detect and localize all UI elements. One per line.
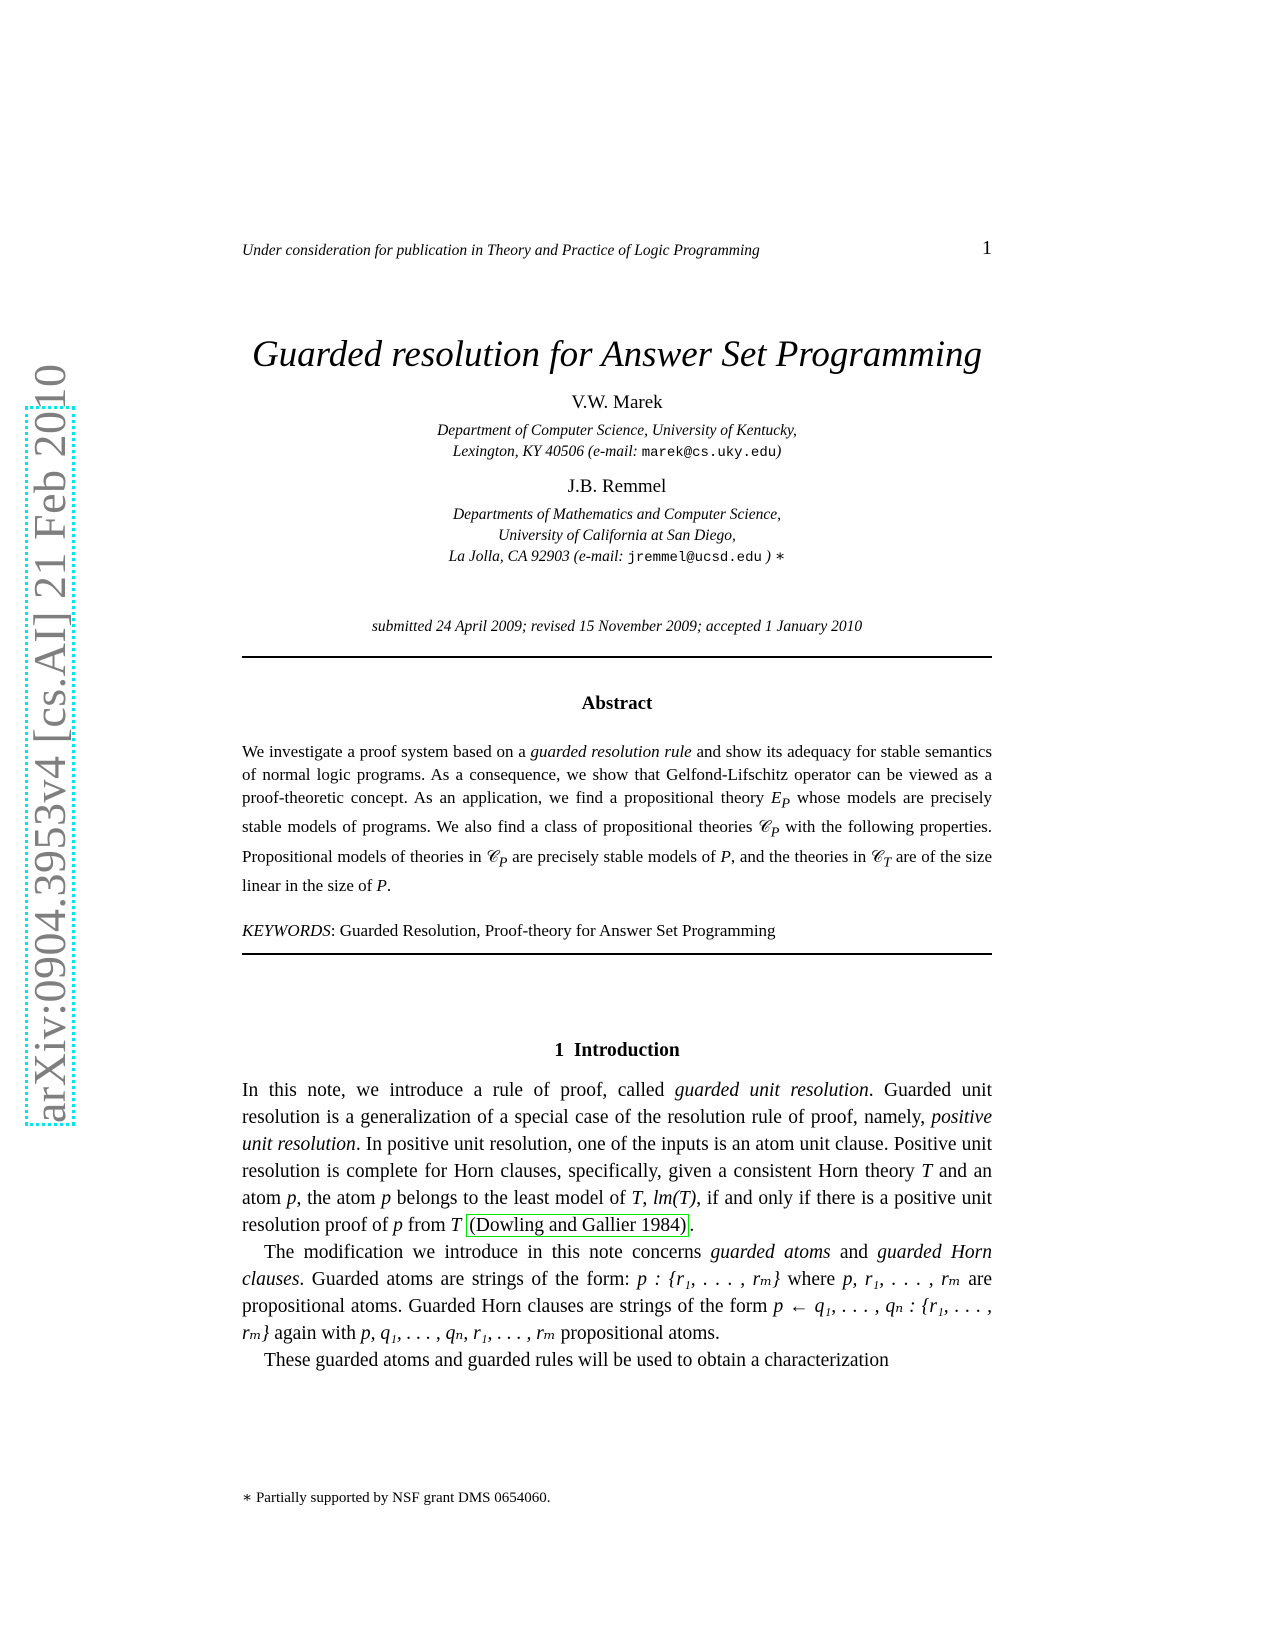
math-EP-base: E [770,788,782,807]
page-number: 1 [982,237,992,259]
math-T-1: T [921,1161,933,1182]
math-T-3: T [450,1215,462,1236]
abstract-top-rule [242,656,992,658]
math-p-3: p [393,1215,403,1236]
affil-1-line-2-end: ) [776,443,782,460]
math-CP-2 [486,846,508,871]
math-atoms-list: p, r₁, . . . , rₘ [842,1269,961,1290]
p1-a: In this note, we introduce a rule of proof, called [242,1080,675,1101]
author-affiliation-1 [242,420,992,464]
abs-t2: and show its adequacy for stable semantics of normal logic programs. As a consequence, we show that Gelfond-Lifschitz operator can be viewed as a proof-theoretic concept. As an application, we find a propositional theory [242,742,992,807]
math-CP-1-base: 𝒞 [758,817,771,837]
section-number: 1 [554,1040,565,1061]
intro-paragraph-1 [242,1077,992,1239]
p2-a: The modification we introduce in this note concerns [264,1242,711,1263]
keywords [242,921,992,941]
p2-e: are propositional atoms. Guarded Horn clauses are strings of the form [242,1269,993,1317]
abs-t4: with the following properties. Propositional models of theories in [242,817,992,866]
abs-t1: We investigate a proof system based on a [242,742,531,761]
math-CP-1 [758,817,780,841]
abstract-bottom-rule [242,953,992,955]
p2-em-guarded-horn-clauses: guarded Horn clauses [242,1242,992,1290]
author-affiliation-2 [242,504,992,569]
p1-i: from [402,1215,451,1236]
citation-link[interactable]: (Dowling and Gallier 1984) [466,1214,689,1237]
section-title: Introduction [573,1040,680,1061]
math-CP-2-base: 𝒞 [486,846,499,866]
math-guarded-clause: p ← q₁, . . . , qₙ : {r₁, . . . , rₘ} [242,1296,993,1344]
p1-e: , the atom [296,1188,382,1209]
p1-b: . Guarded unit resolution is a generalization of a special case of the resolution rule of proof, namely, [242,1080,992,1128]
p2-em-guarded-atoms: guarded atoms [710,1242,831,1263]
p1-f: belongs to the least model of [391,1188,632,1209]
p1-g: , [642,1188,653,1209]
p1-em-guarded-unit-resolution: guarded unit resolution [674,1080,869,1101]
math-guarded-atom: p : {r₁, . . . , rₘ} [637,1269,781,1290]
affil-2-line-1: Departments of Mathematics and Computer Science, [452,506,782,523]
author-email-2[interactable]: jremmel@ucsd.edu [627,550,762,566]
affil-2-line-2: University of California at San Diego, [498,527,736,544]
math-p-2: p [381,1188,392,1209]
author-name-1: V.W. Marek [571,392,663,413]
p2-g: propositional atoms. [555,1323,720,1344]
math-CP-1-sub: P [770,824,780,841]
affil-2-line-3-text: La Jolla, CA 92903 (e-mail: [448,548,628,565]
abs-t3: whose models are precisely stable models of programs. We also find a class of propositional theories [242,788,992,837]
p1-c: . In positive unit resolution, one of the inputs is an atom unit clause. Positive unit resolution is complete for Horn clauses, specifically, given a consistent Horn theory [242,1134,992,1182]
p1-d: and an atom [242,1161,992,1209]
math-lmT: lm(T) [652,1188,697,1209]
p2-b: and [830,1242,878,1263]
footnote: ∗ Partially supported by NSF grant DMS 0654060. [242,1490,551,1506]
author-email-1[interactable]: marek@cs.uky.edu [641,445,777,461]
running-head-text: Under consideration for publication in Theory and Practice of Logic Programming [242,242,760,259]
introduction-body [242,1077,992,1374]
submission-dates: submitted 24 April 2009; revised 15 November 2009; accepted 1 January 2010 [371,618,863,635]
p2-d: where [780,1269,843,1290]
math-EP-sub: P [781,795,791,812]
p2-c: . Guarded atoms are strings of the form: [299,1269,638,1290]
p1-j: . [689,1215,695,1236]
math-all-atoms: p, q₁, . . . , qₙ, r₁, . . . , rₘ [360,1323,556,1344]
p1-h: , if and only if there is a positive unit resolution proof of [242,1188,992,1236]
arxiv-side-stamp: arXiv:0904.3953v4 [cs.AI] 21 Feb 2010 [25,406,75,1126]
keywords-label: KEYWORDS [242,921,331,940]
affil-1-line-2 [242,441,992,464]
math-CP-2-sub: P [498,854,508,871]
affil-2-line-3 [242,546,992,569]
math-T-2: T [631,1188,643,1209]
abs-t6: , and the theories in [730,846,871,866]
abs-t5: are precisely stable models of [507,846,721,866]
abs-em-guarded-resolution: guarded resolution rule [530,742,692,761]
running-head [242,237,992,260]
abstract-heading: Abstract [581,693,653,714]
section-heading [242,1040,992,1062]
paper-title: Guarded resolution for Answer Set Programming [251,334,983,375]
math-p-1: p [286,1188,297,1209]
intro-paragraph-2 [242,1239,992,1347]
math-CT-sub: T [883,854,892,871]
abstract-text [242,740,992,897]
math-EP [770,788,791,812]
p1-em-positive-unit-resolution: positive unit resolution [242,1107,992,1155]
affil-1-line-2-text: Lexington, KY 40506 (e-mail: [452,443,642,460]
math-P-1: P [720,846,731,866]
math-P-2: P [376,876,387,896]
affil-2-line-3-end: ) ∗ [761,548,786,565]
author-name-2: J.B. Remmel [567,476,667,497]
math-CT-base: 𝒞 [870,846,884,866]
p2-f: again with [269,1323,361,1344]
intro-paragraph-3: These guarded atoms and guarded rules will be used to obtain a characterization [264,1350,889,1371]
affil-1-line-1: Department of Computer Science, University of Kentucky, [437,422,797,439]
abs-t7: are of the size linear in the size of [242,846,992,896]
keywords-text: : Guarded Resolution, Proof-theory for Answer Set Programming [330,921,776,940]
math-CT [870,846,892,871]
abs-t8: . [386,876,392,896]
